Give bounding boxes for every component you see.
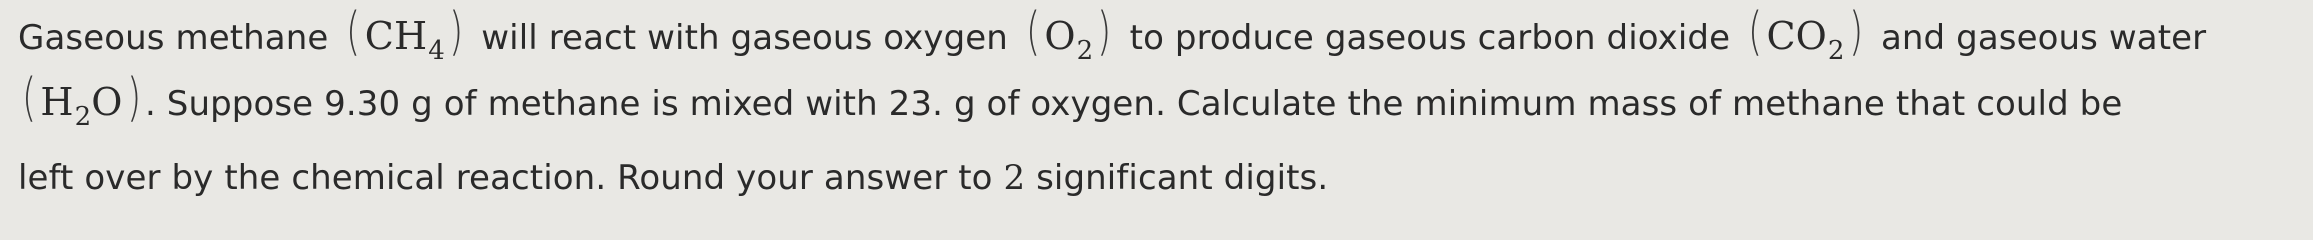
formula-ch4: ( CH 4 ) bbox=[346, 2, 464, 66]
text-segment: and gaseous water bbox=[1880, 18, 2207, 58]
formula-o2: ( O 2 ) bbox=[1026, 2, 1112, 66]
text-segment: to produce gaseous carbon dioxide bbox=[1129, 18, 1731, 58]
problem-line-2 bbox=[18, 68, 2123, 132]
text-segment: . Suppose 9.30 g of methane is mixed with 23. g of oxygen. Calculate the minimum mass of methane that could be bbox=[144, 84, 2123, 124]
text-segment: will react with gaseous oxygen bbox=[481, 18, 1008, 58]
problem-line-3 bbox=[18, 158, 1328, 198]
text-segment: significant digits. bbox=[1025, 158, 1329, 198]
formula-h2o: ( H 2 O ) bbox=[22, 68, 141, 132]
formula-co2: ( CO 2 ) bbox=[1748, 2, 1863, 66]
significant-digits-value: 2 bbox=[1003, 158, 1026, 198]
problem-line-1 bbox=[18, 2, 2207, 66]
text-segment: Gaseous methane bbox=[18, 18, 329, 58]
text-segment: left over by the chemical reaction. Round your answer to bbox=[18, 158, 1004, 198]
